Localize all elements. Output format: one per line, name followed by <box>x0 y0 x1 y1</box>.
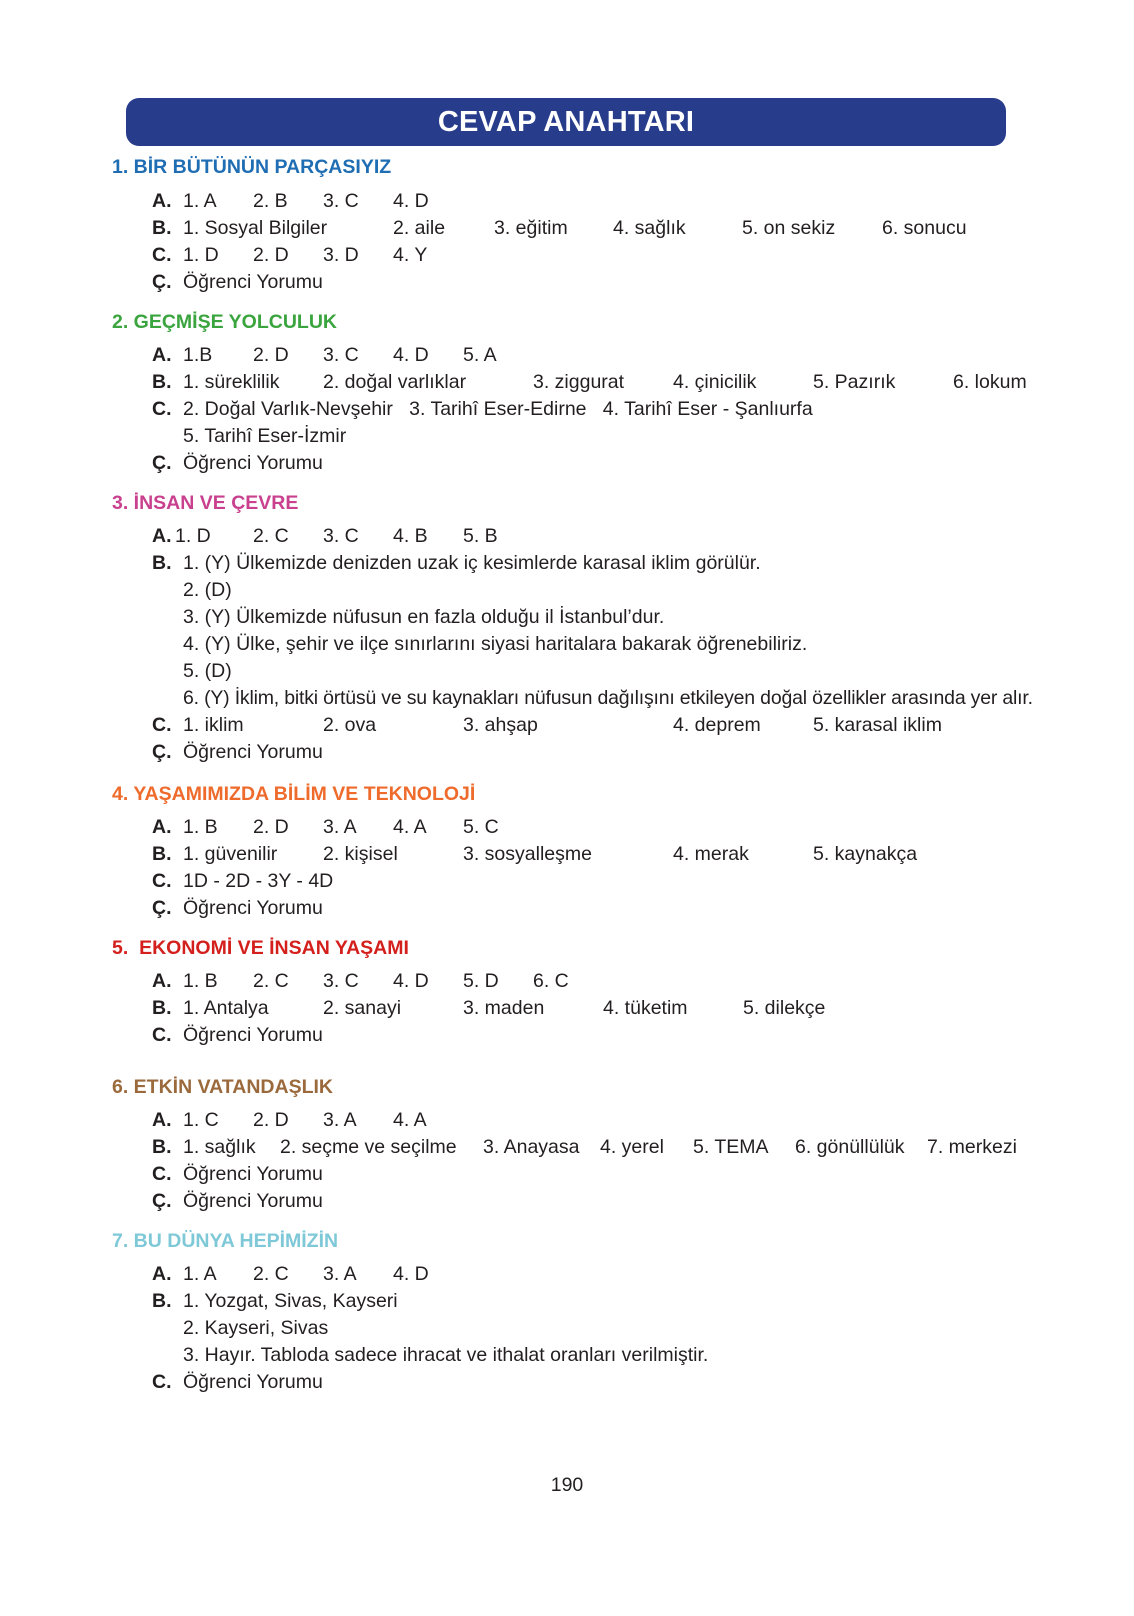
answer-item: 1. A <box>183 190 217 212</box>
answer-text: Öğrenci Yorumu <box>183 452 323 474</box>
answer-item: 5. TEMA <box>693 1136 769 1158</box>
answer-item: 4. Y <box>393 244 428 266</box>
answer-item: 5. D <box>463 970 499 992</box>
answer-item: 5. kaynakça <box>813 843 918 865</box>
answer-line: 1. (Y) Ülkemizde denizden uzak iç kesimlerde karasal iklim görülür. <box>183 552 761 574</box>
answer-item: 2. sanayi <box>323 997 402 1019</box>
answer-item: 1. D <box>175 525 211 547</box>
answer-item: 4. D <box>393 1263 429 1285</box>
answer-item: 4. merak <box>673 843 749 865</box>
page-number: 190 <box>550 1474 584 1496</box>
section-5-heading: 5. EKONOMİ VE İNSAN YAŞAMI <box>112 937 409 959</box>
answer-item: 1. iklim <box>183 714 244 736</box>
answer-item: 4. tüketim <box>603 997 688 1019</box>
answer-item: 2. C <box>253 1263 289 1285</box>
answer-item: 6. gönüllülük <box>795 1136 905 1158</box>
row-label: C. <box>152 1024 172 1046</box>
answer-item: 2. kişisel <box>323 843 398 865</box>
s3-row-b-line: 6. (Y) İklim, bitki örtüsü ve su kaynakları nüfusun dağılışını etkileyen doğal özellikler arasında yer alır. <box>183 687 1033 709</box>
row-label: A. <box>152 344 172 366</box>
row-label: A. <box>152 816 172 838</box>
answer-item: 3. C <box>323 970 359 992</box>
answer-text: Öğrenci Yorumu <box>183 741 323 763</box>
row-label: C. <box>152 244 172 266</box>
row-label: A. <box>152 1263 172 1285</box>
answer-item: 2. D <box>253 244 289 266</box>
answer-item: 4. D <box>393 344 429 366</box>
answer-item: 4. çinicilik <box>673 371 757 393</box>
answer-item: 2. seçme ve seçilme <box>280 1136 457 1158</box>
answer-item: 6. lokum <box>953 371 1027 393</box>
answer-item: 2. B <box>253 190 288 212</box>
row-label: B. <box>152 1290 172 1312</box>
answer-item: 1. Antalya <box>183 997 269 1019</box>
answer-item: 3. eğitim <box>494 217 568 239</box>
answer-item: 5. A <box>463 344 497 366</box>
answer-item: 3. A <box>323 1109 357 1131</box>
answer-item: 1. C <box>183 1109 219 1131</box>
row-label: B. <box>152 552 172 574</box>
answer-item: 1. B <box>183 970 218 992</box>
answer-item: 5. dilekçe <box>743 997 826 1019</box>
answer-item: 4. B <box>393 525 428 547</box>
answer-item: 1. D <box>183 244 219 266</box>
answer-text: Öğrenci Yorumu <box>183 1024 323 1046</box>
answer-item: 1.B <box>183 344 213 366</box>
answer-item: 2. C <box>253 970 289 992</box>
answer-item: 5. karasal iklim <box>813 714 942 736</box>
answer-item: 5. C <box>463 816 499 838</box>
answer-item: 3. ahşap <box>463 714 538 736</box>
section-1-heading: 1. BİR BÜTÜNÜN PARÇASIYIZ <box>112 156 392 178</box>
answer-text: Öğrenci Yorumu <box>183 1163 323 1185</box>
answer-item: 4. A <box>393 816 427 838</box>
answer-item: 3. Anayasa <box>483 1136 580 1158</box>
answer-item: 3. A <box>323 816 357 838</box>
answer-item: 3. A <box>323 1263 357 1285</box>
answer-item: 5. B <box>463 525 498 547</box>
title-banner <box>126 98 1006 146</box>
answer-item: 2. aile <box>393 217 446 239</box>
answer-item: 3. ziggurat <box>533 371 625 393</box>
answer-item: 3. maden <box>463 997 545 1019</box>
row-label: Ç. <box>152 1190 172 1212</box>
section-3-heading: 3. İNSAN VE ÇEVRE <box>112 492 299 514</box>
page-title: CEVAP ANAHTARI <box>437 105 695 138</box>
s3-row-b-line: 4. (Y) Ülke, şehir ve ilçe sınırlarını siyasi haritalara bakarak öğrenebiliriz. <box>183 633 808 655</box>
row-label: B. <box>152 997 172 1019</box>
answer-item: 2. D <box>253 1109 289 1131</box>
answer-item: 7. merkezi <box>927 1136 1017 1158</box>
answer-item: 1. A <box>183 1263 217 1285</box>
s2-row-c-continued: 5. Tarihî Eser-İzmir <box>183 425 347 447</box>
row-label: B. <box>152 843 172 865</box>
answer-item: 2. ova <box>323 714 377 736</box>
answer-item: 6. C <box>533 970 569 992</box>
answer-item: 4. yerel <box>600 1136 664 1158</box>
s3-row-b-line: 5. (D) <box>183 660 232 682</box>
answer-item: 5. on sekiz <box>742 217 836 239</box>
s3-row-b-line: 3. (Y) Ülkemizde nüfusun en fazla olduğu il İstanbul’dur. <box>183 606 665 628</box>
row-label: A. <box>152 970 172 992</box>
answer-text: Öğrenci Yorumu <box>183 271 323 293</box>
answer-item: 3. C <box>323 525 359 547</box>
answer-item: 1. güvenilir <box>183 843 278 865</box>
row-label: C. <box>152 1163 172 1185</box>
row-label: Ç. <box>152 452 172 474</box>
answer-item: 1. Sosyal Bilgiler <box>183 217 328 239</box>
row-label: Ç. <box>152 271 172 293</box>
answer-text: 2. Doğal Varlık-Nevşehir 3. Tarihî Eser-Edirne 4. Tarihî Eser - Şanlıurfa <box>183 398 813 420</box>
row-label: A. <box>152 525 172 547</box>
answer-item: 6. sonucu <box>882 217 967 239</box>
answer-text: Öğrenci Yorumu <box>183 1371 323 1393</box>
answer-item: 3. sosyalleşme <box>463 843 592 865</box>
answer-item: 4. D <box>393 190 429 212</box>
section-7-heading: 7. BU DÜNYA HEPİMİZİN <box>112 1230 339 1252</box>
answer-item: 3. D <box>323 244 359 266</box>
answer-text: 1D - 2D - 3Y - 4D <box>183 870 334 892</box>
s7-row-b-line: 3. Hayır. Tabloda sadece ihracat ve ithalat oranları verilmiştir. <box>183 1344 709 1366</box>
answer-item: 1. süreklilik <box>183 371 280 393</box>
row-label: B. <box>152 217 172 239</box>
answer-text: Öğrenci Yorumu <box>183 1190 323 1212</box>
answer-item: 3. C <box>323 190 359 212</box>
section-6-heading: 6. ETKİN VATANDAŞLIK <box>112 1076 334 1098</box>
row-label: B. <box>152 371 172 393</box>
answer-item: 4. A <box>393 1109 427 1131</box>
row-label: A. <box>152 190 172 212</box>
answer-item: 2. D <box>253 344 289 366</box>
section-4-heading: 4. YAŞAMIMIZDA BİLİM VE TEKNOLOJİ <box>112 783 476 805</box>
s3-row-b-line: 2. (D) <box>183 579 232 601</box>
answer-item: 2. D <box>253 816 289 838</box>
answer-item: 4. deprem <box>673 714 761 736</box>
answer-line: 1. Yozgat, Sivas, Kayseri <box>183 1290 398 1312</box>
answer-item: 4. D <box>393 970 429 992</box>
answer-item: 4. sağlık <box>613 217 686 239</box>
row-label: Ç. <box>152 897 172 919</box>
row-label: A. <box>152 1109 172 1131</box>
answer-item: 2. C <box>253 525 289 547</box>
s7-row-b-line: 2. Kayseri, Sivas <box>183 1317 329 1339</box>
answer-item: 3. C <box>323 344 359 366</box>
row-label: C. <box>152 870 172 892</box>
section-2-heading: 2. GEÇMİŞE YOLCULUK <box>112 311 338 333</box>
answer-item: 2. doğal varlıklar <box>323 371 467 393</box>
row-label: Ç. <box>152 741 172 763</box>
row-label: C. <box>152 398 172 420</box>
row-label: C. <box>152 1371 172 1393</box>
row-label: C. <box>152 714 172 736</box>
answer-item: 5. Pazırık <box>813 371 896 393</box>
answer-item: 1. B <box>183 816 218 838</box>
row-label: B. <box>152 1136 172 1158</box>
answer-text: Öğrenci Yorumu <box>183 897 323 919</box>
answer-item: 1. sağlık <box>183 1136 256 1158</box>
